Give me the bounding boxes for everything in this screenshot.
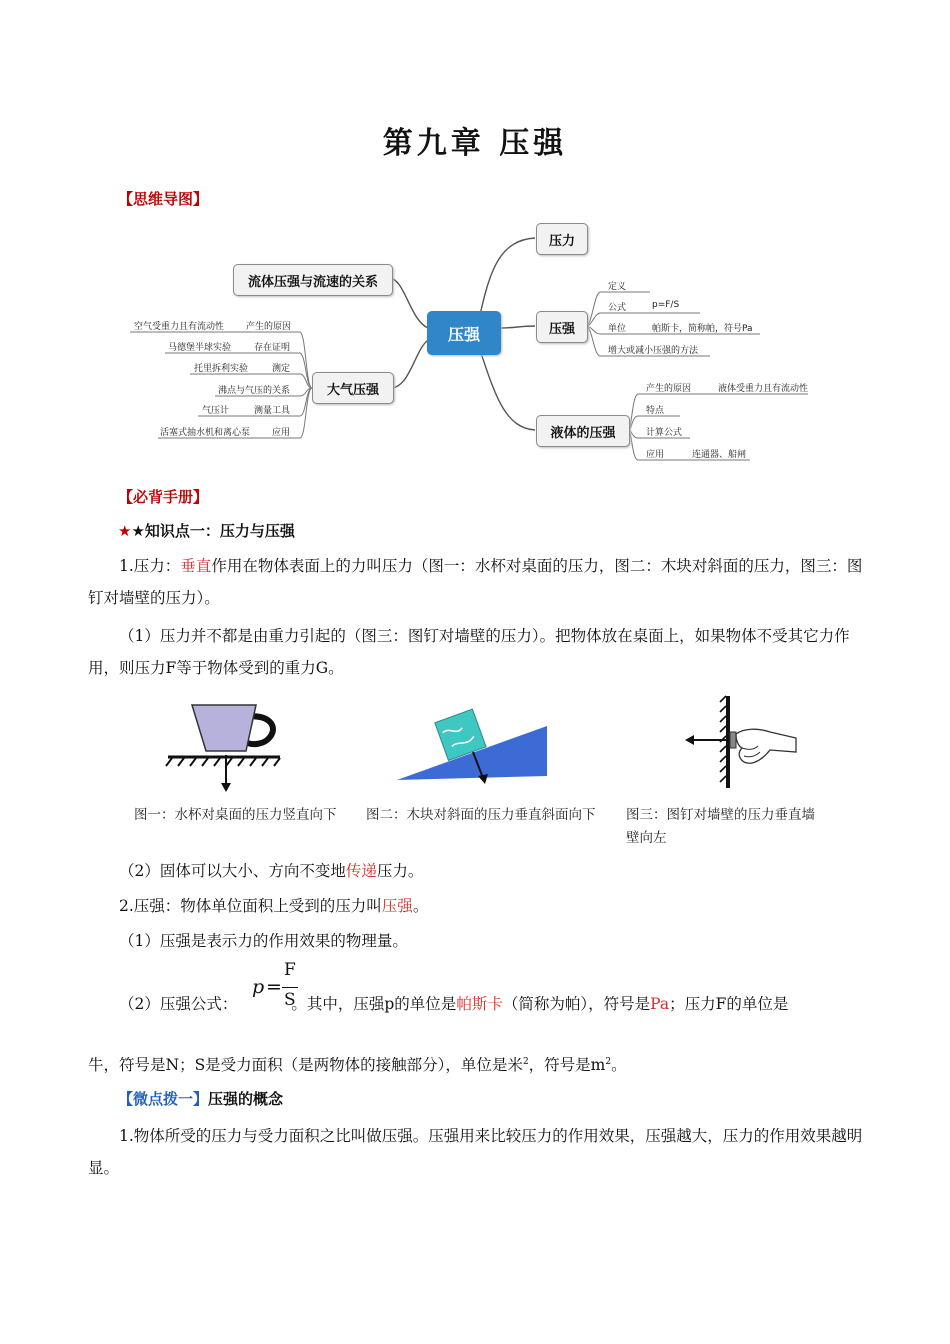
text: 。其中，压强p的单位是 [291, 995, 457, 1013]
mindmap-leaf-detail: 空气受重力且有流动性 [134, 322, 225, 332]
text: 作用在物体表面上的力叫压力（图一：水杯对桌面的压力，图二：木块对斜面的压力，图三：图钉对墙壁的压力）。 [88, 557, 863, 607]
mindmap-header: 【思维导图】 [118, 190, 209, 208]
text: （2）固体可以大小、方向不变地 [119, 862, 346, 880]
formula-numerator: F [284, 960, 296, 980]
mindmap-leaf: 增大或减小压强的方法 [608, 346, 699, 356]
text: 。 [412, 897, 429, 915]
mindmap-leaf: 产生的原因 [246, 322, 292, 332]
figure-cup-on-table [160, 695, 290, 795]
para-formula [119, 988, 869, 1020]
mindmap-leaf: 沸点与气压的关系 [218, 386, 291, 396]
figure-block-on-slope [395, 700, 555, 790]
mindmap-node-fluid: 流体压强与流速的关系 [233, 264, 393, 296]
highlight: 垂直 [180, 557, 212, 575]
highlight: 压强 [381, 897, 413, 915]
figure-caption-2: 图二：木块对斜面的压力垂直斜面向下 [366, 807, 596, 823]
figure-thumbtack-on-wall [680, 692, 810, 792]
figure-caption-3: 图三：图钉对墙壁的压力垂直墙壁向左 [626, 807, 815, 846]
para-pressure-def [88, 550, 868, 614]
must-header: 【必背手册】 [118, 488, 209, 506]
page-title: 第九章 压强 [382, 126, 568, 161]
mindmap-leaf-detail: 活塞式抽水机和离心泵 [160, 428, 251, 438]
text: （2）压强公式： [119, 995, 238, 1013]
fraction-bar [282, 987, 298, 988]
text: 牛，符号是N；S是受力面积（是两物体的接触部分），单位是米 [88, 1056, 523, 1075]
para-physical-quantity: （1）压强是表示力的作用效果的物理量。 [119, 932, 408, 950]
highlight: 传递 [345, 862, 377, 880]
para-units [88, 1046, 868, 1081]
mind-map [0, 210, 950, 470]
micro-tip-heading [118, 1088, 283, 1109]
mindmap-leaf: 特点 [646, 406, 665, 416]
superscript: 2 [605, 1057, 612, 1067]
figure-caption-1: 图一：水杯对桌面的压力竖直向下 [134, 807, 337, 823]
pressure-formula [244, 960, 304, 1020]
text: 压力。 [376, 862, 424, 880]
para-pressure-concept: 1.物体所受的压力与受力面积之比叫做压强。压强用来比较压力的作用效果，压强越大，压力的作用效果越明显。 [88, 1127, 863, 1177]
mindmap-leaf: 应用 [646, 450, 665, 460]
para-pressure-note: （1）压力并不都是由重力引起的（图三：图钉对墙壁的压力）。把物体放在桌面上，如果物体不受其它力作用，则压力F等于物体受到的重力G。 [88, 627, 850, 677]
mindmap-leaf-cause: 液体受重力且有流动性 [718, 384, 809, 394]
mindmap-leaf: 单位 [608, 324, 627, 334]
para-transfer [88, 855, 868, 887]
mindmap-node-atmosphere: 大气压强 [312, 372, 394, 404]
text: 。 [611, 1056, 627, 1075]
text: 1.压力： [119, 557, 181, 575]
kp-text: ★知识点一：压力与压强 [131, 522, 295, 540]
superscript: 2 [522, 1057, 529, 1067]
mindmap-leaf-formula: p=F/S [652, 300, 680, 310]
mindmap-leaf: 产生的原因 [646, 384, 692, 394]
micro-tag: 【微点拨一】 [118, 1090, 209, 1108]
knowledge-point-title: ★★知识点一：压力与压强 [118, 522, 295, 540]
mindmap-center-node: 压强 [427, 311, 501, 355]
highlight: 帕斯卡 [456, 995, 503, 1013]
text: ，符号是m [528, 1056, 606, 1075]
mindmap-leaf: 应用 [272, 428, 291, 438]
formula-p: p [252, 976, 265, 998]
mindmap-leaf: 计算公式 [646, 428, 683, 438]
highlight: Pa [650, 995, 670, 1013]
mindmap-node-pressure-force: 压力 [536, 223, 588, 255]
text: ；压力F的单位是 [669, 995, 789, 1013]
formula-eq: = [266, 976, 282, 998]
mindmap-leaf: 存在证明 [254, 343, 291, 353]
mindmap-node-liquid-pressure: 液体的压强 [536, 415, 630, 447]
mindmap-leaf: 定义 [608, 282, 627, 292]
micro-title: 压强的概念 [208, 1090, 284, 1108]
mindmap-leaf-application: 连通器、船闸 [692, 450, 747, 460]
mindmap-leaf-unit: 帕斯卡，简称帕，符号Pa [652, 324, 753, 334]
mindmap-leaf-detail: 气压计 [202, 406, 230, 416]
para-pressure-intensity [88, 890, 868, 922]
text: （简称为帕），符号是 [502, 995, 651, 1013]
mindmap-leaf-detail: 托里拆利实验 [194, 364, 249, 374]
formula-denominator: S [284, 990, 296, 1010]
mindmap-leaf: 测定 [272, 364, 291, 374]
mindmap-leaf-detail: 马德堡半球实验 [168, 343, 232, 353]
mindmap-leaf: 公式 [608, 303, 627, 313]
mindmap-leaf: 测量工具 [254, 406, 291, 416]
mindmap-node-pressure: 压强 [536, 311, 588, 343]
text: 2.压强：物体单位面积上受到的压力叫 [119, 897, 382, 915]
